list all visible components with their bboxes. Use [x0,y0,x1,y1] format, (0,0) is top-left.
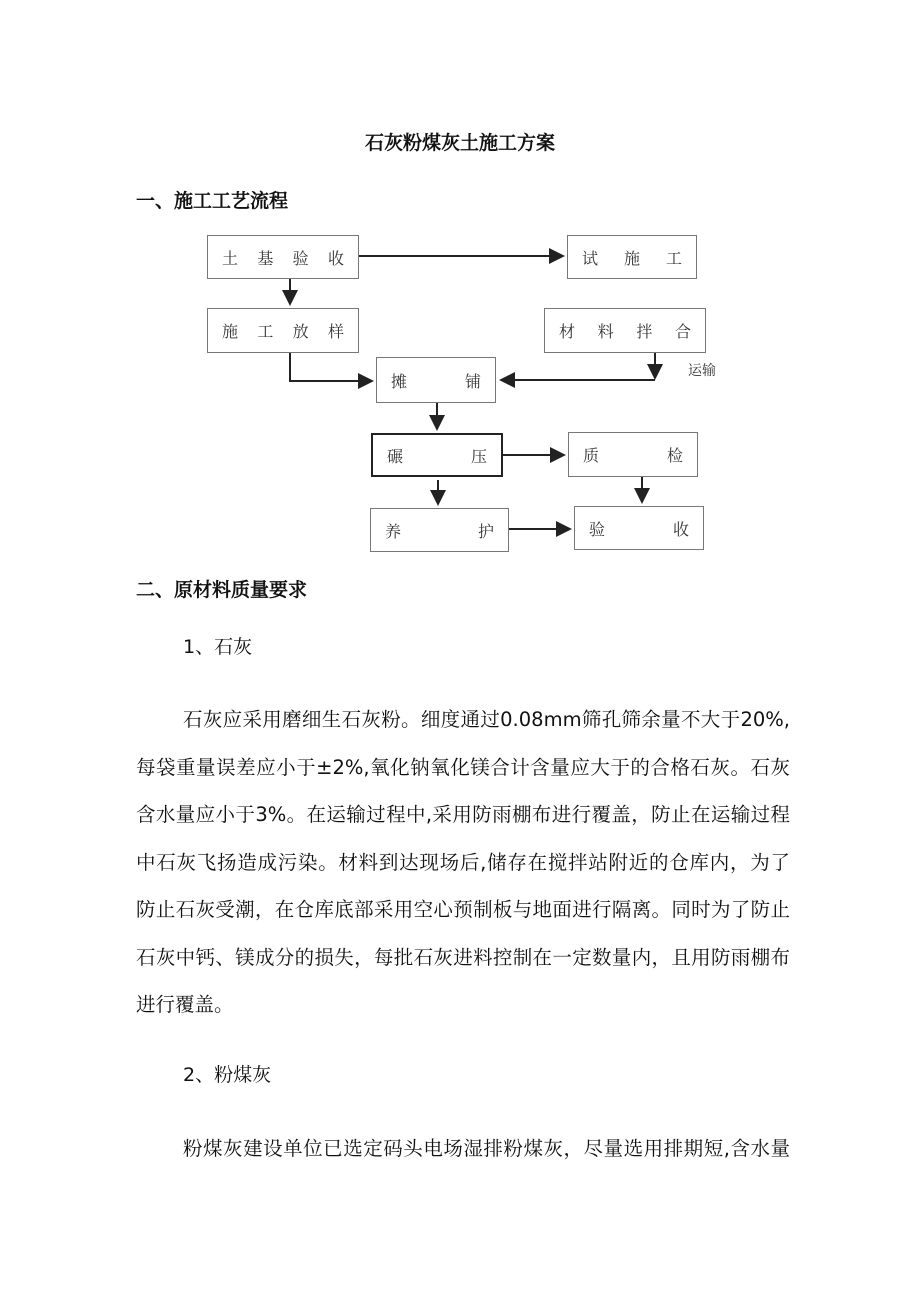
flow-step-curing [370,508,509,552]
char: 摊 [391,371,408,391]
text-line: 含水量应小于3%。在运输过程中,采用防雨棚布进行覆盖，防止在运输过程 [136,803,790,826]
section-heading-process: 一、施工工艺流程 [136,190,289,212]
char: 验 [292,248,309,268]
char: 验 [589,519,606,539]
subheading-fly-ash: 2、粉煤灰 [183,1064,272,1086]
text-line: 进行覆盖。 [136,993,234,1016]
flow-step-quality-inspection [568,432,698,477]
text-line: 中石灰飞扬造成污染。材料到达现场后,储存在搅拌站附近的仓库内，为了 [136,851,790,874]
char: 土 [222,248,239,268]
char: 拌 [636,322,653,341]
char: 检 [666,446,683,465]
text-line: 石灰应采用磨细生石灰粉。细度通过0.08mm筛孔筛余量不大于20%, [183,708,790,731]
char: 养 [385,521,402,541]
char: 质 [583,446,600,465]
section-heading-materials: 二、原材料质量要求 [136,579,308,601]
char: 合 [674,322,691,341]
char: 材 [559,322,576,341]
char: 施 [222,322,239,341]
char: 收 [672,519,689,539]
text-line: 石灰中钙、镁成分的损失，每批石灰进料控制在一定数量内，且用防雨棚布 [136,946,790,969]
document-title: 石灰粉煤灰土施工方案 [364,132,555,154]
char: 工 [257,322,274,341]
text-line: 粉煤灰建设单位已选定码头电场湿排粉煤灰，尽量选用排期短,含水量 [183,1137,790,1160]
char: 基 [257,248,274,268]
char: 收 [327,248,344,268]
flow-step-subgrade-acceptance [207,235,359,279]
subheading-lime: 1、石灰 [183,636,253,658]
char: 料 [597,322,614,341]
flow-step-setting-out [207,308,359,353]
char: 放 [292,322,309,341]
text-line: 防止石灰受潮，在仓库底部采用空心预制板与地面进行隔离。同时为了防止 [136,898,790,921]
flow-step-material-mixing [544,308,706,353]
char: 护 [477,521,494,541]
char: 施 [623,248,640,268]
char: 压 [470,446,487,466]
flow-step-acceptance [574,506,704,550]
text-line: 每袋重量误差应小于±2%,氧化钠氧化镁合计含量应大于的合格石灰。石灰 [136,756,790,779]
transport-label: 运输 [688,363,716,379]
flow-step-compaction [371,433,503,477]
char: 铺 [464,371,481,391]
flow-step-trial-construction [567,235,697,279]
char: 试 [582,248,599,268]
char: 样 [327,322,344,341]
char: 工 [665,248,682,268]
flow-step-spreading [376,357,496,403]
char: 碾 [387,446,404,466]
